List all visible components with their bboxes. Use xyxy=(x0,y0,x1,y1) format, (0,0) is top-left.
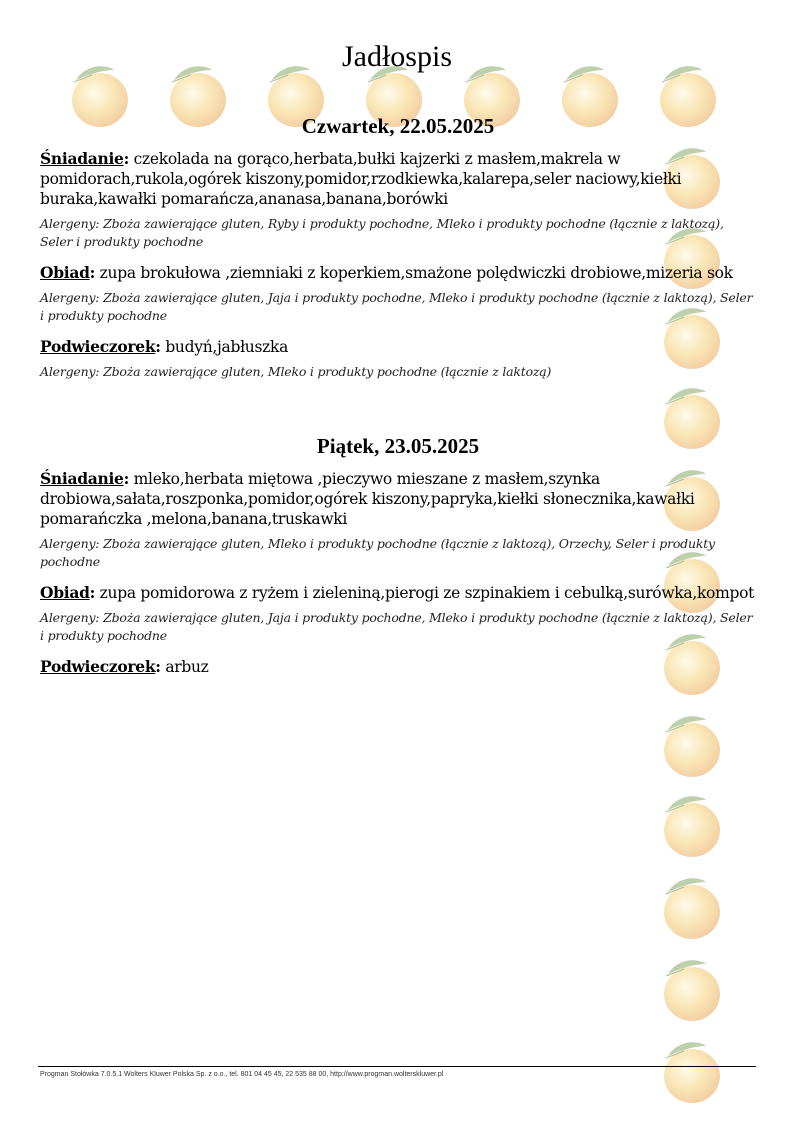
meal-lunch xyxy=(40,263,756,325)
allergens-text: Alergeny: Zboża zawierające gluten, Mleko i produkty pochodne (łącznie z laktozą), Orzechy, Seler i produkty pochodne xyxy=(40,536,715,569)
meal-breakfast xyxy=(40,469,756,571)
meal-snack xyxy=(40,337,756,381)
meal-label: Śniadanie xyxy=(40,469,124,488)
meal-dishes: budyń,jabłuszka xyxy=(160,338,289,356)
meal-dishes: mleko,herbata miętowa ,pieczywo mieszane z masłem,szynka drobiowa,sałata,roszponka,pomidor,ogórek kiszony,papryka,kiełki słonecznika,kawałki pomarańczka ,melona,banana,truskawki xyxy=(40,470,695,528)
meal-label: Podwieczorek xyxy=(40,657,156,676)
peach-icon xyxy=(654,870,726,942)
allergens-text: Alergeny: Zboża zawierające gluten, Mleko i produkty pochodne (łącznie z laktozą) xyxy=(40,364,552,379)
meal-dishes: czekolada na gorąco,herbata,bułki kajzerki z masłem,makrela w pomidorach,rukola,ogórek kiszony,pomidor,rzodkiewka,kalarepa,seler naciowy,kiełki buraka,kawałki pomarańcza,ananasa,banana,borówki xyxy=(40,150,682,208)
allergens-text: Alergeny: Zboża zawierające gluten, Ryby i produkty pochodne, Mleko i produkty pochodne (łącznie z laktozą), Seler i produkty pochodne xyxy=(40,216,724,249)
meal-colon: : xyxy=(89,583,96,602)
meal-label: Śniadanie xyxy=(40,149,124,168)
meal-colon: : xyxy=(123,149,130,168)
meal-lunch xyxy=(40,583,756,645)
footer-divider xyxy=(38,1066,756,1067)
meal-colon: : xyxy=(123,469,130,488)
day-section xyxy=(40,114,756,393)
meal-colon: : xyxy=(89,263,96,282)
peach-icon xyxy=(654,708,726,780)
allergens-text: Alergeny: Zboża zawierające gluten, Jaja i produkty pochodne, Mleko i produkty pochodne (łącznie z laktozą), Seler i produkty pochodne xyxy=(40,290,753,323)
meal-colon: : xyxy=(155,337,161,356)
meal-breakfast xyxy=(40,149,756,251)
page-title: Jadłospis xyxy=(341,40,452,73)
meal-snack xyxy=(40,657,756,677)
day-section xyxy=(40,434,756,689)
peach-icon xyxy=(654,952,726,1024)
meal-colon: : xyxy=(155,657,161,676)
peach-icon xyxy=(654,788,726,860)
meal-label: Obiad xyxy=(40,263,90,282)
meal-label: Obiad xyxy=(40,583,90,602)
meal-label: Podwieczorek xyxy=(40,337,156,356)
day-heading: Czwartek, 22.05.2025 xyxy=(301,114,495,138)
day-heading: Piątek, 23.05.2025 xyxy=(316,434,480,458)
meal-dishes: zupa pomidorowa z ryżem i zieleniną,pierogi ze szpinakiem i cebulką,surówka,kompot xyxy=(95,584,755,602)
meal-dishes: zupa brokułowa ,ziemniaki z koperkiem,smażone polędwiczki drobiowe,mizeria sok xyxy=(95,264,733,282)
peach-icon xyxy=(654,1034,726,1106)
footer-text: Progman Stołówka 7.0.5.1 Wolters Kluwer Polska Sp. z o.o., tel. 801 04 45 45, 22 535 88 00, http://www.progman.wolterskluwer.pl xyxy=(40,1071,444,1078)
meal-dishes: arbuz xyxy=(160,658,209,676)
allergens-text: Alergeny: Zboża zawierające gluten, Jaja i produkty pochodne, Mleko i produkty pochodne (łącznie z laktozą), Seler i produkty pochodne xyxy=(40,610,753,643)
